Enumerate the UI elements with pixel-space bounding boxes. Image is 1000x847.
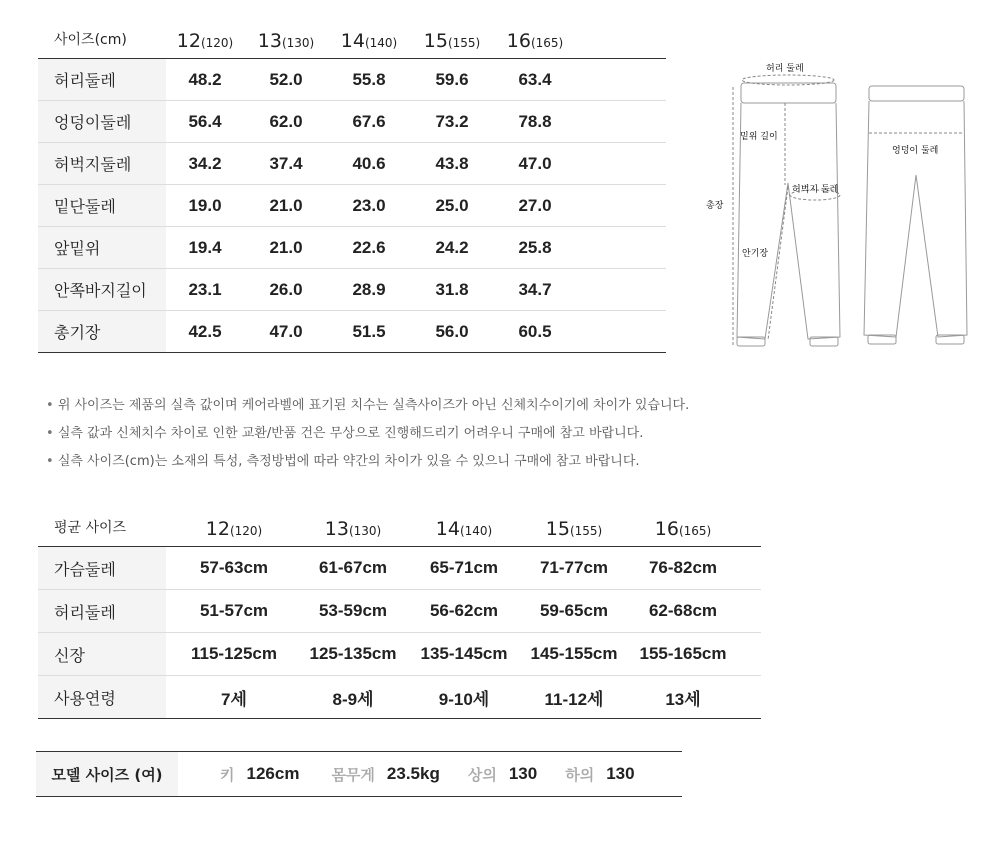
table-cell: 71-77cm xyxy=(539,558,609,577)
table-cell: 55.8 xyxy=(352,69,386,89)
model-size-label: 모델 사이즈 (여) xyxy=(36,752,178,796)
table-cell: 19.4 xyxy=(188,237,222,257)
avg-table-row xyxy=(38,590,761,633)
avg-col-13: 13(130) xyxy=(324,518,382,540)
model-bottom-value: 130 xyxy=(606,764,635,783)
hip-label: 엉덩이 둘레 xyxy=(892,146,939,156)
row-label: 엉덩이둘레 xyxy=(38,101,166,142)
table-cell: 51.5 xyxy=(352,321,386,341)
table-cell: 47.0 xyxy=(269,321,303,341)
table-cell: 24.2 xyxy=(435,237,469,257)
row-label: 허리둘레 xyxy=(38,59,166,100)
table-cell: 59-65cm xyxy=(539,601,609,620)
row-label: 허리둘레 xyxy=(38,590,166,632)
table-cell: 57-63cm xyxy=(199,558,269,577)
size-table-row xyxy=(38,269,666,311)
table-cell: 51-57cm xyxy=(199,601,269,620)
size-table-row xyxy=(38,311,666,353)
size-table-row xyxy=(38,59,666,101)
size-table-row xyxy=(38,101,666,143)
table-cell: 25.8 xyxy=(518,237,552,257)
avg-table-row xyxy=(38,547,761,590)
table-cell: 8-9세 xyxy=(332,689,374,709)
table-cell: 26.0 xyxy=(269,279,303,299)
table-cell: 34.2 xyxy=(188,153,222,173)
table-cell: 78.8 xyxy=(518,111,552,131)
total-length-label: 총장 xyxy=(706,201,724,211)
table-cell: 37.4 xyxy=(269,153,303,173)
size-col-14: 14(140) xyxy=(340,30,398,52)
table-cell: 76-82cm xyxy=(648,558,718,577)
table-cell: 56-62cm xyxy=(429,601,499,620)
table-cell: 19.0 xyxy=(188,195,222,215)
table-cell: 7세 xyxy=(221,689,247,709)
table-cell: 40.6 xyxy=(352,153,386,173)
size-col-16: 16(165) xyxy=(506,30,564,52)
model-top-key: 상의 xyxy=(467,765,497,784)
size-header-label: 사이즈(cm) xyxy=(54,32,127,48)
waist-label: 허리 둘레 xyxy=(766,64,804,74)
avg-col-15: 15(155) xyxy=(545,518,603,540)
note-item: • 위 사이즈는 제품의 실측 값이며 케어라벨에 표기된 치수는 실측사이즈가 아닌 신체치수이기에 차이가 있습니다. xyxy=(46,392,689,420)
avg-col-16: 16(165) xyxy=(654,518,712,540)
avg-col-12: 12(120) xyxy=(205,518,263,540)
table-cell: 9-10세 xyxy=(438,689,490,709)
row-label: 신장 xyxy=(38,633,166,675)
table-cell: 62-68cm xyxy=(648,601,718,620)
size-col-13: 13(130) xyxy=(257,30,315,52)
back-pants-outline xyxy=(864,101,967,337)
model-top-value: 130 xyxy=(508,764,538,783)
row-label: 안쪽바지길이 xyxy=(38,269,166,310)
table-cell: 155-165cm xyxy=(639,644,727,663)
row-label: 밑단둘레 xyxy=(38,185,166,226)
table-cell: 62.0 xyxy=(269,111,303,131)
model-size-bar xyxy=(36,751,682,797)
rise-label: 밑위 길이 xyxy=(740,132,778,142)
note-item: • 실측 값과 신체치수 차이로 인한 교환/반품 건은 무상으로 진행해드리기 어려우니 구매에 참고 바랍니다. xyxy=(46,420,689,448)
table-cell: 73.2 xyxy=(435,111,469,131)
model-height-value: 126cm xyxy=(246,764,300,783)
model-weight-value: 23.5kg xyxy=(386,764,440,783)
table-cell: 67.6 xyxy=(352,111,386,131)
size-table-row xyxy=(38,143,666,185)
table-cell: 56.4 xyxy=(188,111,222,131)
average-size-table xyxy=(38,510,761,719)
table-cell: 23.0 xyxy=(352,195,386,215)
table-cell: 59.6 xyxy=(435,69,469,89)
table-cell: 61-67cm xyxy=(318,558,388,577)
row-label: 앞밑위 xyxy=(38,227,166,268)
inseam-line xyxy=(768,187,788,340)
table-cell: 63.4 xyxy=(518,69,552,89)
table-cell: 53-59cm xyxy=(318,601,388,620)
row-label: 총기장 xyxy=(38,311,166,352)
table-cell: 135-145cm xyxy=(420,644,508,663)
table-cell: 23.1 xyxy=(188,279,222,299)
table-cell: 34.7 xyxy=(518,279,552,299)
table-cell: 47.0 xyxy=(518,153,552,173)
size-col-15: 15(155) xyxy=(423,30,481,52)
row-label: 허벅지둘레 xyxy=(38,143,166,184)
model-height-key: 키 xyxy=(220,765,235,784)
avg-header-label: 평균 사이즈 xyxy=(54,520,127,536)
size-notes xyxy=(46,392,689,476)
table-cell: 42.5 xyxy=(188,321,222,341)
row-label: 가슴둘레 xyxy=(38,547,166,589)
front-waistband xyxy=(741,83,836,103)
table-cell: 22.6 xyxy=(352,237,386,257)
model-weight-key: 몸무게 xyxy=(331,765,375,784)
table-cell: 43.8 xyxy=(435,153,469,173)
table-cell: 28.9 xyxy=(352,279,386,299)
size-table-row xyxy=(38,227,666,269)
note-item: • 실측 사이즈(cm)는 소재의 특성, 측정방법에 따라 약간의 차이가 있을 수 있으니 구매에 참고 바랍니다. xyxy=(46,448,689,476)
avg-table-row xyxy=(38,676,761,719)
pants-measurement-diagram xyxy=(700,55,1000,355)
inseam-label: 안기장 xyxy=(742,249,769,259)
table-cell: 31.8 xyxy=(435,279,469,299)
avg-col-14: 14(140) xyxy=(435,518,493,540)
table-cell: 56.0 xyxy=(435,321,469,341)
size-table-row xyxy=(38,185,666,227)
table-cell: 11-12세 xyxy=(544,689,604,709)
table-cell: 60.5 xyxy=(518,321,552,341)
table-cell: 25.0 xyxy=(435,195,469,215)
table-cell: 65-71cm xyxy=(429,558,499,577)
table-cell: 13세 xyxy=(665,689,701,709)
table-cell: 21.0 xyxy=(269,195,303,215)
table-cell: 125-135cm xyxy=(309,644,397,663)
table-cell: 145-155cm xyxy=(530,644,618,663)
table-cell: 21.0 xyxy=(269,237,303,257)
thigh-label: 허벅지 둘레 xyxy=(792,185,839,195)
table-cell: 48.2 xyxy=(188,69,222,89)
table-cell: 52.0 xyxy=(269,69,303,89)
avg-table-row xyxy=(38,633,761,676)
table-cell: 27.0 xyxy=(518,195,552,215)
avg-table-header xyxy=(38,510,761,547)
back-waistband xyxy=(869,86,964,101)
size-table-header xyxy=(38,22,666,59)
table-cell: 115-125cm xyxy=(190,644,278,663)
model-bottom-key: 하의 xyxy=(565,765,595,784)
size-table xyxy=(38,22,666,353)
row-label: 사용연령 xyxy=(38,676,166,718)
size-col-12: 12(120) xyxy=(176,30,234,52)
